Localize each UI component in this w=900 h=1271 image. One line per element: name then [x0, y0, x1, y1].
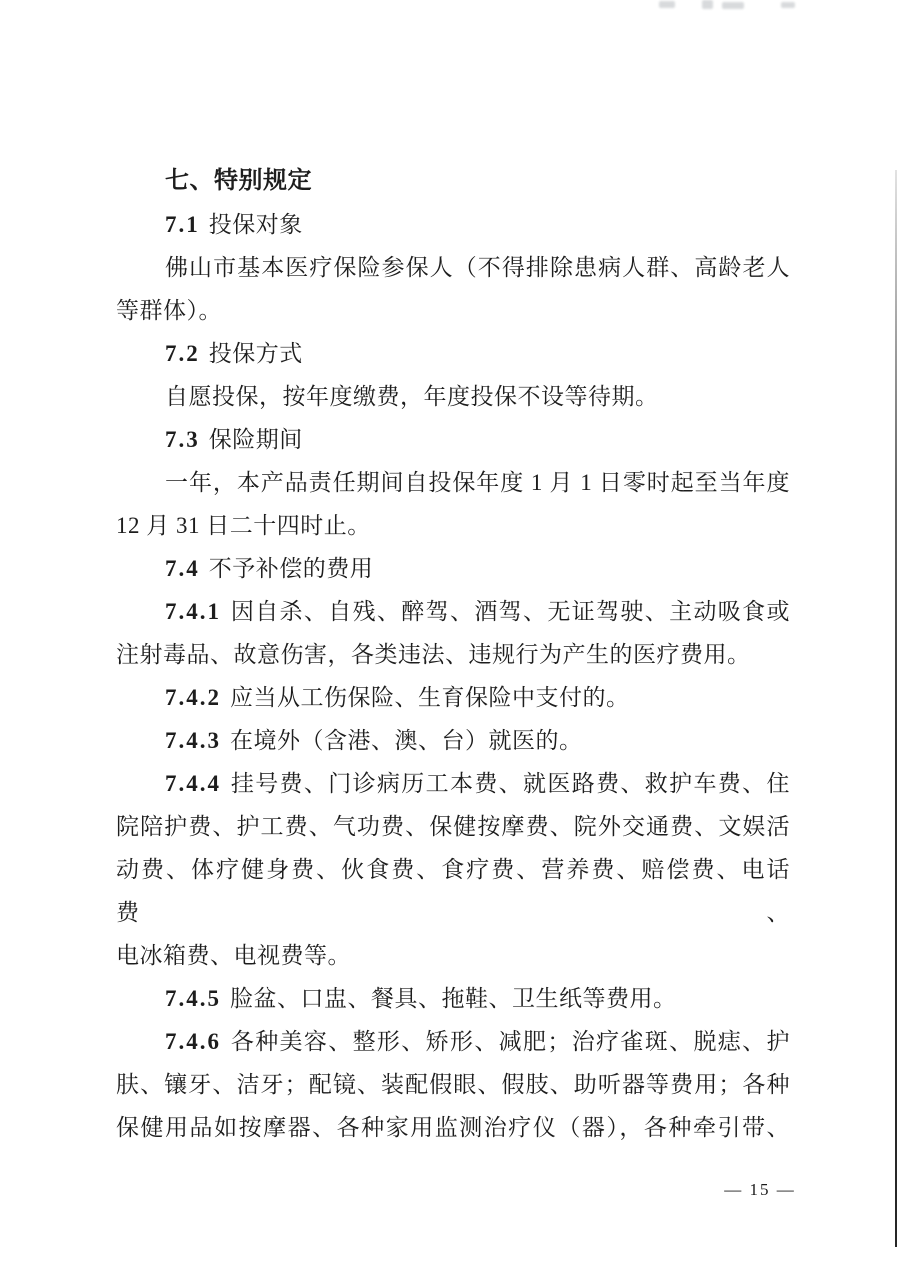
- text-line: [116, 805, 790, 848]
- text-line: [116, 418, 790, 461]
- scan-artifact: [722, 2, 744, 9]
- text-line: [116, 1106, 790, 1149]
- text-line: [116, 1063, 790, 1106]
- text-line: [116, 848, 790, 934]
- line-text: 肤、镶牙、洁牙；配镜、装配假眼、假肢、助听器等费用；各种: [116, 1072, 790, 1097]
- text-line: [116, 719, 790, 762]
- line-text: 各种美容、整形、矫形、减肥；治疗雀斑、脱痣、护: [230, 1029, 790, 1054]
- line-text: 挂号费、门诊病历工本费、就医路费、救护车费、住: [230, 771, 790, 796]
- line-text: 电冰箱费、电视费等。: [116, 943, 351, 968]
- line-text: 保险期间: [208, 427, 303, 452]
- scan-artifact: [702, 0, 713, 9]
- line-text: 佛山市基本医疗保险参保人（不得排除患病人群、高龄老人: [165, 255, 790, 280]
- section-number: 7.4: [165, 556, 200, 581]
- scan-artifact: [781, 2, 795, 8]
- scan-artifact: [659, 1, 675, 8]
- line-text: 自愿投保，按年度缴费，年度投保不设等待期。: [165, 384, 659, 409]
- scan-edge-line: [895, 170, 897, 1247]
- section-number: 7.4.1: [165, 599, 221, 624]
- text-line: [116, 1020, 790, 1063]
- section-number: 7.4.3: [165, 728, 221, 753]
- section-heading: [116, 160, 790, 203]
- line-text: 应当从工伤保险、生育保险中支付的。: [230, 685, 630, 710]
- section-number: 7.4.4: [165, 771, 221, 796]
- section-number: 7.3: [165, 427, 200, 452]
- line-text: 院陪护费、护工费、气功费、保健按摩费、院外交通费、文娱活: [116, 814, 790, 839]
- line-text: 投保方式: [208, 341, 303, 366]
- line-text: 不予补偿的费用: [208, 556, 374, 581]
- document-body: [116, 160, 790, 1149]
- line-text: 在境外（含港、澳、台）就医的。: [230, 728, 583, 753]
- section-number: 7.4.2: [165, 685, 221, 710]
- section-number: 7.2: [165, 341, 200, 366]
- section-number: 7.1: [165, 212, 200, 237]
- text-line: [116, 633, 790, 676]
- text-line: [116, 461, 790, 504]
- line-text: 脸盆、口盅、餐具、拖鞋、卫生纸等费用。: [230, 986, 677, 1011]
- line-text: 保健用品如按摩器、各种家用监测治疗仪（器），各种牵引带、: [116, 1115, 790, 1140]
- line-text: 投保对象: [208, 212, 303, 237]
- text-line: [116, 375, 790, 418]
- text-line: [116, 332, 790, 375]
- line-text: 等群体）。: [116, 298, 222, 323]
- section-number: 7.4.5: [165, 986, 221, 1011]
- text-line: [116, 289, 790, 332]
- page-number: — 15 —: [724, 1180, 796, 1199]
- text-line: [116, 676, 790, 719]
- text-line: [116, 547, 790, 590]
- line-text: 一年，本产品责任期间自投保年度 1 月 1 日零时起至当年度: [165, 470, 790, 495]
- text-line: [116, 934, 790, 977]
- line-text: 动费、体疗健身费、伙食费、食疗费、营养费、赔偿费、电话费、: [116, 857, 790, 925]
- text-line: [116, 977, 790, 1020]
- line-text: 注射毒品、故意伤害，各类违法、违规行为产生的医疗费用。: [116, 642, 751, 667]
- section-number: 7.4.6: [165, 1029, 221, 1054]
- text-line: [116, 590, 790, 633]
- line-text: 12 月 31 日二十四时止。: [116, 513, 371, 538]
- line-text: 七、特别规定: [165, 168, 312, 194]
- text-line: [116, 504, 790, 547]
- text-line: [116, 246, 790, 289]
- text-line: [116, 762, 790, 805]
- line-text: 因自杀、自残、醉驾、酒驾、无证驾驶、主动吸食或: [230, 599, 790, 624]
- text-line: [116, 203, 790, 246]
